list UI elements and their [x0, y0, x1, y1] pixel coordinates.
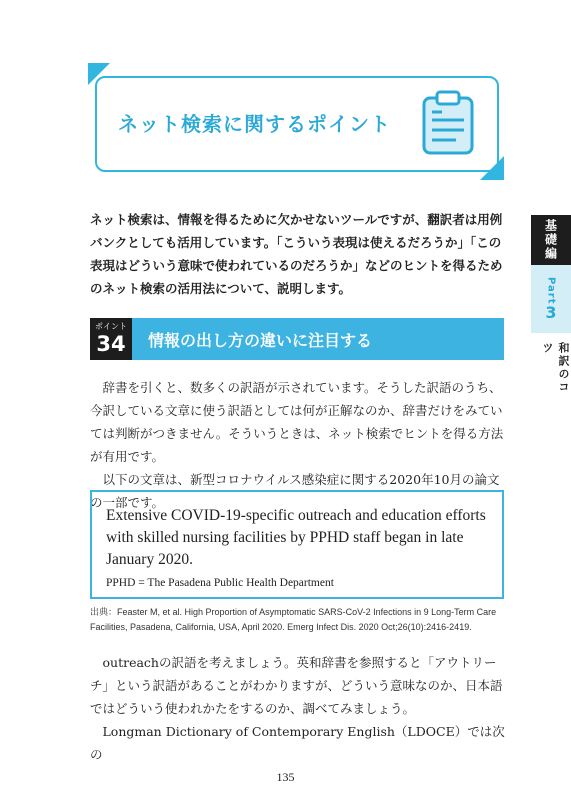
title-corner-decoration [480, 156, 504, 180]
quote-box [90, 490, 504, 599]
body-paragraph: outreachの訳語を考えましょう。英和辞書を参照すると「アウトリーチ」という訳語があることがわかりますが、どういう意味なのか、日本語ではどういう使われかたをするのか、調べてみましょう。 [90, 655, 503, 716]
point-label: ポイント [95, 322, 127, 331]
point-number: 34 [96, 332, 126, 356]
source-citation: 出典：Feaster M, et al. High Proportion of Asymptomatic SARS-CoV-2 Infections in 9 Long-Term Care Facilities, Pasadena, California, USA, April 2020. Emerg Infect Dis. 2020 Oct;26(10):2416-2419. [90, 607, 497, 632]
body-section-2 [90, 651, 506, 766]
side-part-number: 3 [545, 302, 557, 322]
quote-note: PPHD = The Pasadena Public Health Department [106, 577, 334, 589]
side-part-label: Part [545, 277, 557, 305]
point-heading: 情報の出し方の違いに注目する [132, 318, 504, 360]
side-chapter-label: 和訳のコツ [541, 342, 570, 394]
body-paragraph: 辞書を引くと、数多くの訳語が示されています。そうした訳語のうち、今訳している文章に使う訳語としては何が正解なのか、辞書だけをみていては判断がつきません。そういうときは、ネット検索でヒントを得る方法が有用です。 [90, 380, 504, 464]
body-paragraph: Longman Dictionary of Contemporary English（LDOCE）では次の [90, 724, 505, 762]
quote-text: Extensive COVID-19-specific outreach and education efforts with skilled nursing facilities by PPHD staff began in late January 2020. [106, 507, 486, 568]
intro-paragraph: ネット検索は、情報を得るために欠かせないツールですが、翻訳者は用例バンクとしても活用しています。「こういう表現は使えるだろうか」「この表現はどういう意味で使われているのだろうか」などのヒントを得るためのネット検索の活用法について、説明します。 [90, 212, 503, 296]
page-number: 135 [276, 770, 295, 784]
side-tab-section: 基礎編 [531, 215, 571, 265]
point-badge [90, 318, 132, 360]
clipboard-icon [420, 90, 476, 156]
section-title: ネット検索に関するポイント [118, 112, 391, 136]
side-tab-part [531, 265, 571, 333]
body-paragraph: 以下の文章は、新型コロナウイルス感染症に関する2020年10月の論文の一部です。 [90, 472, 500, 510]
